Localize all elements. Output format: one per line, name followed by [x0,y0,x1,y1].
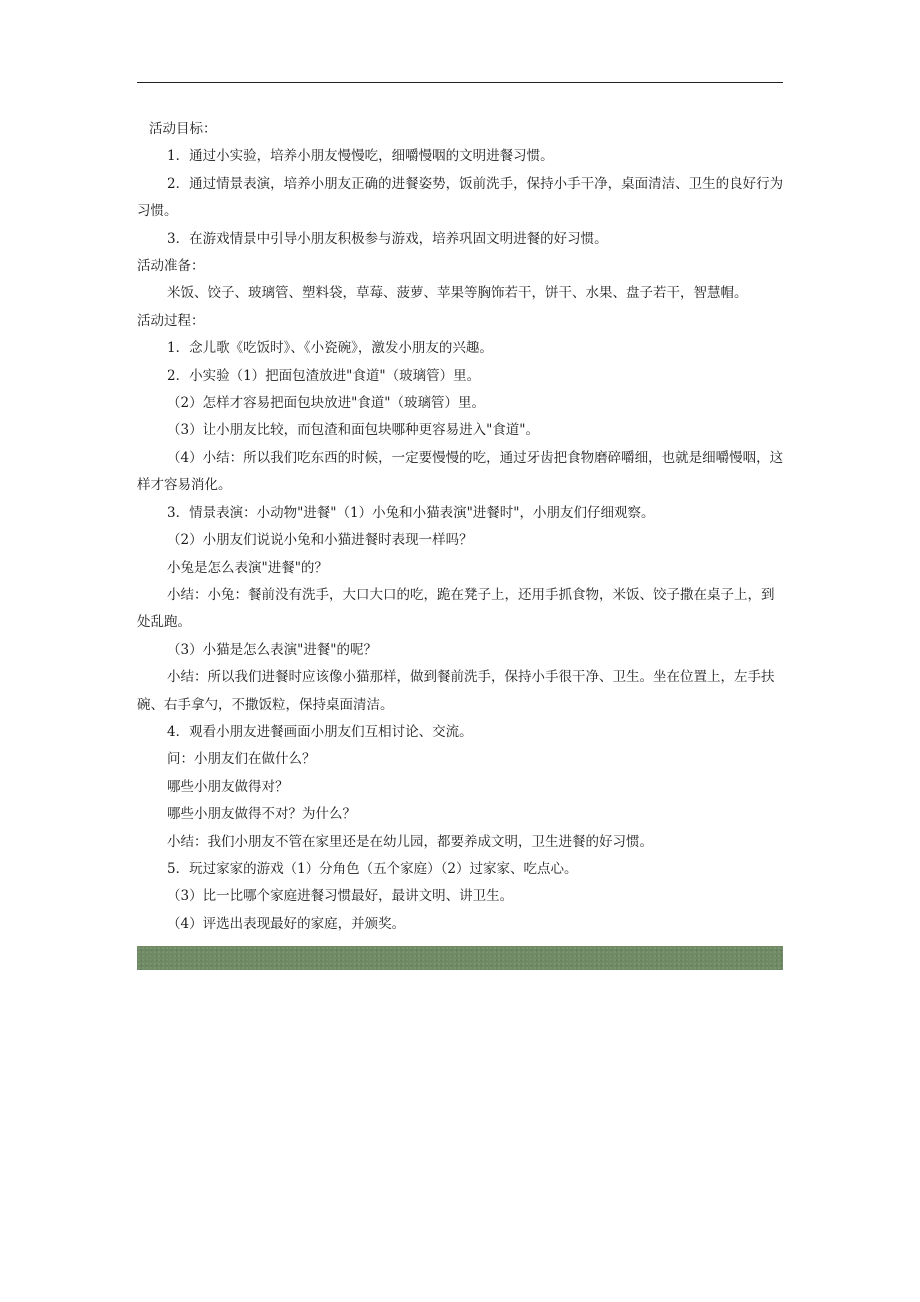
goal-item-3: 3．在游戏情景中引导小朋友积极参与游戏，培养巩固文明进餐的好习惯。 [167,230,608,247]
document-body [137,116,787,938]
process-line: 哪些小朋友做得不对？为什么？ [167,806,356,823]
section-heading-preparation: 活动准备： [137,258,205,275]
header-rule [137,82,783,83]
goal-item-2: 2．通过情景表演，培养小朋友正确的进餐姿势，饭前洗手，保持小手干净，桌面清洁、卫生的良好行为习惯。 [137,175,784,220]
process-line: 4．观看小朋友进餐画面小朋友们互相讨论、交流。 [167,723,473,740]
process-line: 3．情景表演：小动物"进餐"（1）小兔和小猫表演"进餐时"，小朋友们仔细观察。 [167,504,655,521]
process-line: 2．小实验（1）把面包渣放进"食道"（玻璃管）里。 [167,367,481,384]
goal-item-1: 1．通过小实验，培养小朋友慢慢吃，细嚼慢咽的文明进餐习惯。 [167,148,554,165]
section-heading-process: 活动过程： [137,312,205,329]
process-line: （3）比一比哪个家庭进餐习惯最好，最讲文明、讲卫生。 [167,888,514,905]
process-line: （2）怎样才容易把面包块放进"食道"（玻璃管）里。 [167,395,486,412]
section-heading-goals: 活动目标： [149,121,217,137]
process-line: 小结：小兔：餐前没有洗手，大口大口的吃，跪在凳子上，还用手抓食物，米饭、饺子撒在桌子上，到处乱跑。 [137,586,775,631]
process-line: 小兔是怎么表演"进餐"的？ [167,559,328,576]
process-line: （3）小猫是怎么表演"进餐"的呢？ [167,641,378,658]
process-line: （3）让小朋友比较，而包渣和面包块哪种更容易进入"食道"。 [167,422,540,439]
process-line: （2）小朋友们说说小兔和小猫进餐时表现一样吗？ [167,532,473,549]
process-line: 小结：我们小朋友不管在家里还是在幼儿园，都要养成文明，卫生进餐的好习惯。 [167,833,653,850]
process-line: 问：小朋友们在做什么？ [167,751,316,768]
process-line: 小结：所以我们进餐时应该像小猫那样，做到餐前洗手，保持小手很干净、卫生。坐在位置上，左手扶碗、右手拿勺，不撒饭粒，保持桌面清洁。 [137,669,775,713]
process-line: 1．念儿歌《吃饭时》、《小瓷碗》，激发小朋友的兴趣。 [167,340,493,357]
process-line: 哪些小朋友做得对？ [167,778,289,795]
preparation-text: 米饭、饺子、玻璃管、塑料袋，草莓、菠萝、苹果等胸饰若干，饼干、水果、盘子若干，智慧帽。 [167,285,748,302]
process-line: （4）评选出表现最好的家庭，并颁奖。 [167,915,406,932]
process-line: 5．玩过家家的游戏（1）分角色（五个家庭）（2）过家家、吃点心。 [167,860,578,877]
process-line: （4）小结：所以我们吃东西的时候，一定要慢慢的吃，通过牙齿把食物磨碎嚼细，也就是细嚼慢咽，这样才容易消化。 [137,449,784,494]
footer-decorative-band [137,946,783,970]
